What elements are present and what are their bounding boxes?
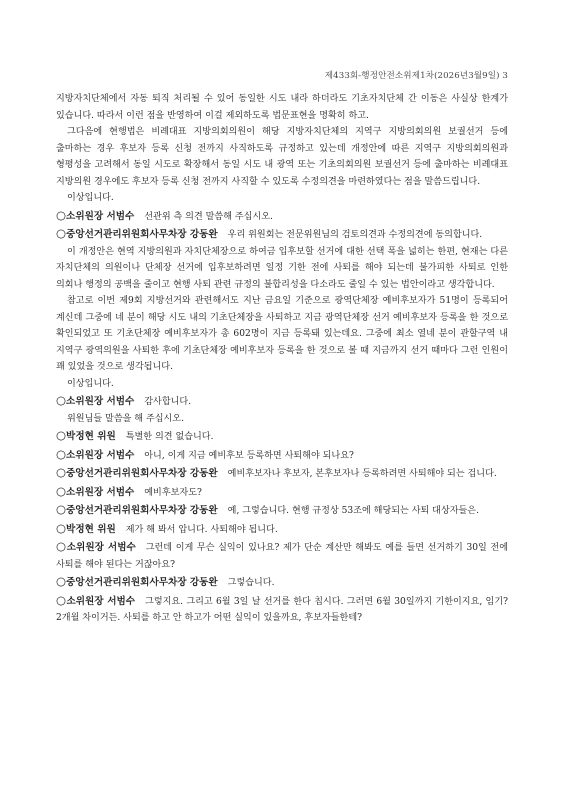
- body-paragraph: 지방자치단체에서 자동 퇴직 처리될 수 있어 동일한 시도 내라 하더라도 기초자치단체 간 이동은 사실상 한계가 있습니다. 따라서 이런 점을 반영하여 이걸 제외하도록 법문표현을 명확히 하고.: [56, 94, 508, 121]
- body-paragraph: 위원님들 말씀을 해 주십시오.: [67, 413, 184, 424]
- speaker-statement: [56, 573, 508, 592]
- speaker-text: 그런데 이게 무슨 실익이 있나요? 제가 단순 계산만 해봐도 예를 들면 선거하기 30일 전에 사퇴를 해야 된다는 거잖아요?: [56, 543, 508, 570]
- speaker-name: 소위원장 서범수: [66, 396, 135, 407]
- speaker-text: 선관위 측 의견 말씀해 주십시오.: [144, 211, 273, 222]
- speaker-name: 중앙선거관리위원회사무차장 강동완: [66, 505, 218, 516]
- speaker-marker-icon: ○: [56, 483, 67, 498]
- speaker-text: 그렇습니다.: [227, 578, 275, 588]
- page-header: 제433회-행정안전소위제1차(2026년3월9일) 3: [324, 71, 508, 81]
- speaker-statement: [56, 207, 508, 226]
- speaker-text: 아니, 이게 지금 예비후보 등록하면 사퇴해야 되나요?: [144, 450, 354, 461]
- speaker-name: 중앙선거관리위원회사무차장 강동완: [66, 229, 218, 240]
- body-paragraph: 이상입니다.: [67, 193, 114, 203]
- speaker-marker-icon: ○: [56, 207, 67, 222]
- document-body: [56, 91, 508, 627]
- speaker-statement: [56, 483, 508, 502]
- speaker-marker-icon: ○: [56, 393, 67, 407]
- speaker-marker-icon: ○: [56, 502, 67, 516]
- speaker-marker-icon: ○: [56, 574, 67, 588]
- body-paragraph: 이상입니다.: [67, 378, 114, 389]
- speaker-name: 중앙선거관리위원회사무차장 강동완: [66, 577, 218, 588]
- speaker-name: 소위원장 서범수: [66, 449, 135, 461]
- speaker-name: 중앙선거관리위원회사무차장 강동완: [66, 468, 218, 479]
- body-paragraph: 그다음에 현행법은 비례대표 지방의회의원이 해당 지방자치단체의 지역구 지방의회의원 보궐선거 등에 출마하는 경우 후보자 등록 신청 전까지 사직하도록 규정하고 있는데 개정안에 따른 지역구 지방의회의원과 형평성을 고려해서 동일 시도로 확장해서 동일 시도 내 광역 또는 기초의회의원 보궐선거 등에 출마하는 비례대표 지방의원 경우에도 후보자 등록 신청 전까지 사직할 수 있도록 수정의견을 마련하였다는 점을 말씀드립니다.: [56, 127, 508, 187]
- speaker-text: 특별한 의견 없습니다.: [125, 432, 214, 442]
- speaker-statement: [56, 538, 508, 573]
- speaker-marker-icon: ○: [56, 465, 67, 479]
- speaker-text: 예, 그렇습니다. 현행 규정상 53조에 해당되는 사퇴 대상자들은.: [227, 506, 479, 516]
- speaker-marker-icon: ○: [56, 539, 67, 553]
- speaker-statement: [56, 520, 508, 539]
- speaker-name: 소위원장 서범수: [66, 595, 136, 607]
- speaker-statement: [56, 427, 508, 446]
- speaker-text: 예비후보자도?: [144, 487, 202, 498]
- speaker-statement: [56, 446, 508, 465]
- speaker-statement: [56, 392, 508, 411]
- speaker-text: 감사합니다.: [144, 397, 192, 407]
- speaker-marker-icon: ○: [56, 428, 67, 442]
- speaker-name: 박정현 위원: [66, 431, 116, 442]
- speaker-marker-icon: ○: [56, 592, 67, 607]
- speaker-statement: [56, 464, 508, 483]
- speaker-marker-icon: ○: [56, 226, 67, 240]
- speaker-text: 예비후보자나 후보자, 본후보자나 등록하려면 사퇴해야 되는 겁니다.: [227, 469, 497, 479]
- speaker-text: 우리 위원회는 전문위원님의 검토의견과 수정의견에 동의합니다.: [227, 230, 483, 240]
- speaker-statement: [56, 592, 508, 627]
- speaker-marker-icon: ○: [56, 446, 67, 461]
- speaker-statement: [56, 225, 508, 244]
- speaker-marker-icon: ○: [56, 520, 67, 535]
- speaker-name: 소위원장 서범수: [66, 210, 135, 222]
- body-paragraph: 참고로 이번 제9회 지방선거와 관련해서도 지난 금요일 기준으로 광역단체장 예비후보자가 51명이 등록되어 계신데 그중에 네 분이 해당 시도 내의 기초단체장을 사퇴하고 지금 광역단체장 선거 예비후보자 등록을 한 것으로 확인되었고 또 기초단체장 예비후보자가 총 602명이 지금 등록돼 있는데요. 그중에 최소 열네 분이 관할구역 내 지역구 광역의원을 사퇴한 후에 기초단체장 예비후보자 등록을 한 것으로 볼 때 지금까지 선거 때마다 그런 인원이 꽤 있었을 것으로 생각됩니다.: [56, 296, 508, 372]
- speaker-name: 소위원장 서범수: [66, 486, 135, 498]
- speaker-statement: [56, 501, 508, 520]
- speaker-name: 박정현 위원: [66, 523, 116, 535]
- speaker-text: 제가 해 봐서 압니다. 사퇴해야 됩니다.: [125, 524, 278, 535]
- body-paragraph: 이 개정안은 현역 지방의원과 자치단체장으로 하여금 입후보할 선거에 대한 선택 폭을 넓히는 한편, 현재는 다른 자치단체의 의원이나 단체장 선거에 입후보하려면 일정 기한 전에 사퇴를 해야 되는데 불가피한 사퇴로 인한 의회나 행정의 공백을 줄이고 현행 사퇴 관련 규정의 불합리성을 다소라도 줄일 수 있는 법안이라고 생각합니다.: [56, 246, 508, 290]
- speaker-name: 소위원장 서범수: [66, 542, 136, 553]
- speaker-text: 그렇지요. 그리고 6월 3일 날 선거를 한다 칩시다. 그러면 6월 30일까지 기한이지요, 임기? 2개월 차이거든. 사퇴를 하고 안 하고가 어떤 실익이 있을까요, 후보자들한테?: [56, 596, 508, 623]
